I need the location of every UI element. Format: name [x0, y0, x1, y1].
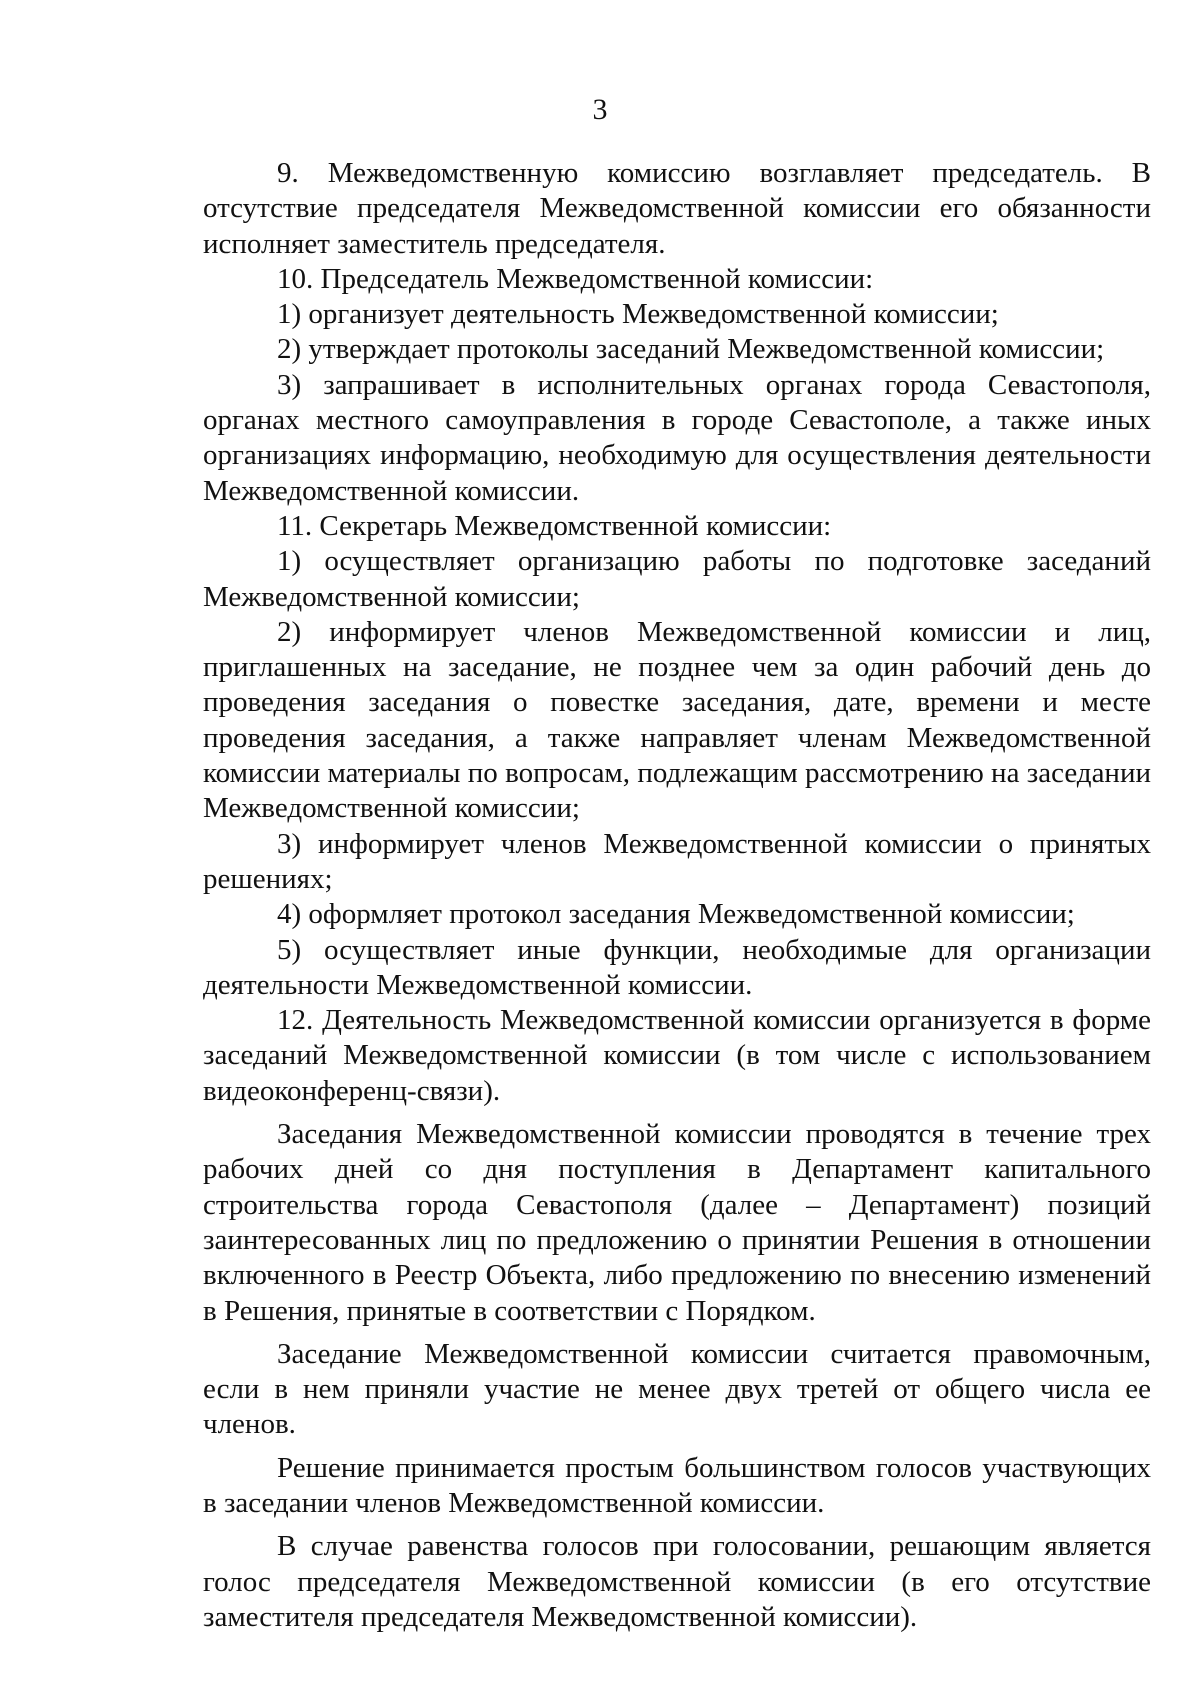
paragraph-10-item-1: 1) организует деятельность Межведомственной комиссии; [277, 298, 999, 331]
paragraph-11-item-3: 3) информирует членов Межведомственной комиссии о принятых решениях; [203, 827, 1151, 895]
paragraph-11-heading: 11. Секретарь Межведомственной комиссии: [277, 509, 832, 542]
document-body [203, 156, 1151, 1635]
paragraph-majority-vote: Решение принимается простым большинством голосов участвующих в заседании членов Межведомственной комиссии. [203, 1451, 1151, 1519]
paragraph-meetings-timing: Заседания Межведомственной комиссии проводятся в течение трех рабочих дней со дня поступления в Департамент капитального строительства города Севастополя (далее – Департамент) позиций заинтересованных лиц по предложению о принятии Решения в отношении включенного в Реестр Объекта, либо предложению по внесению изменений в Решения, принятые в соответствии с Порядком. [203, 1118, 1151, 1327]
paragraph-12-activity: 12. Деятельность Межведомственной комиссии организуется в форме заседаний Межведомственной комиссии (в том числе с использованием видеоконференц-связи). [203, 1004, 1151, 1107]
paragraph-10-item-2: 2) утверждает протоколы заседаний Межведомственной комиссии; [277, 333, 1105, 366]
paragraph-10-item-3: 3) запрашивает в исполнительных органах города Севастополя, органах местного самоуправления в городе Севастополе, а также иных организациях информацию, необходимую для осуществления деятельности Межведомственной комиссии. [203, 368, 1151, 507]
paragraph-10-heading: 10. Председатель Межведомственной комиссии: [277, 262, 874, 295]
paragraph-tie-vote: В случае равенства голосов при голосовании, решающим является голос председателя Межведомственной комиссии (в его отсутствие заместителя председателя Межведомственной комиссии). [203, 1530, 1151, 1633]
paragraph-11-item-4: 4) оформляет протокол заседания Межведомственной комиссии; [277, 898, 1075, 931]
paragraph-9-chairman: 9. Межведомственную комиссию возглавляет председатель. В отсутствие председателя Межведомственной комиссии его обязанности исполняет заместитель председателя. [203, 157, 1151, 260]
page-number: 3 [592, 93, 608, 126]
paragraph-11-item-2: 2) информирует членов Межведомственной комиссии и лиц, приглашенных на заседание, не позднее чем за один рабочий день до проведения заседания о повестке заседания, дате, времени и месте проведения заседания, а также направляет членам Межведомственной комиссии материалы по вопросам, подлежащим рассмотрению на заседании Межведомственной комиссии; [203, 615, 1151, 825]
paragraph-quorum: Заседание Межведомственной комиссии считается правомочным, если в нем приняли участие не менее двух третей от общего числа ее членов. [203, 1337, 1151, 1441]
paragraph-11-item-5: 5) осуществляет иные функции, необходимые для организации деятельности Межведомственной комиссии. [203, 933, 1151, 1001]
paragraph-11-item-1: 1) осуществляет организацию работы по подготовке заседаний Межведомственной комиссии; [203, 545, 1151, 613]
